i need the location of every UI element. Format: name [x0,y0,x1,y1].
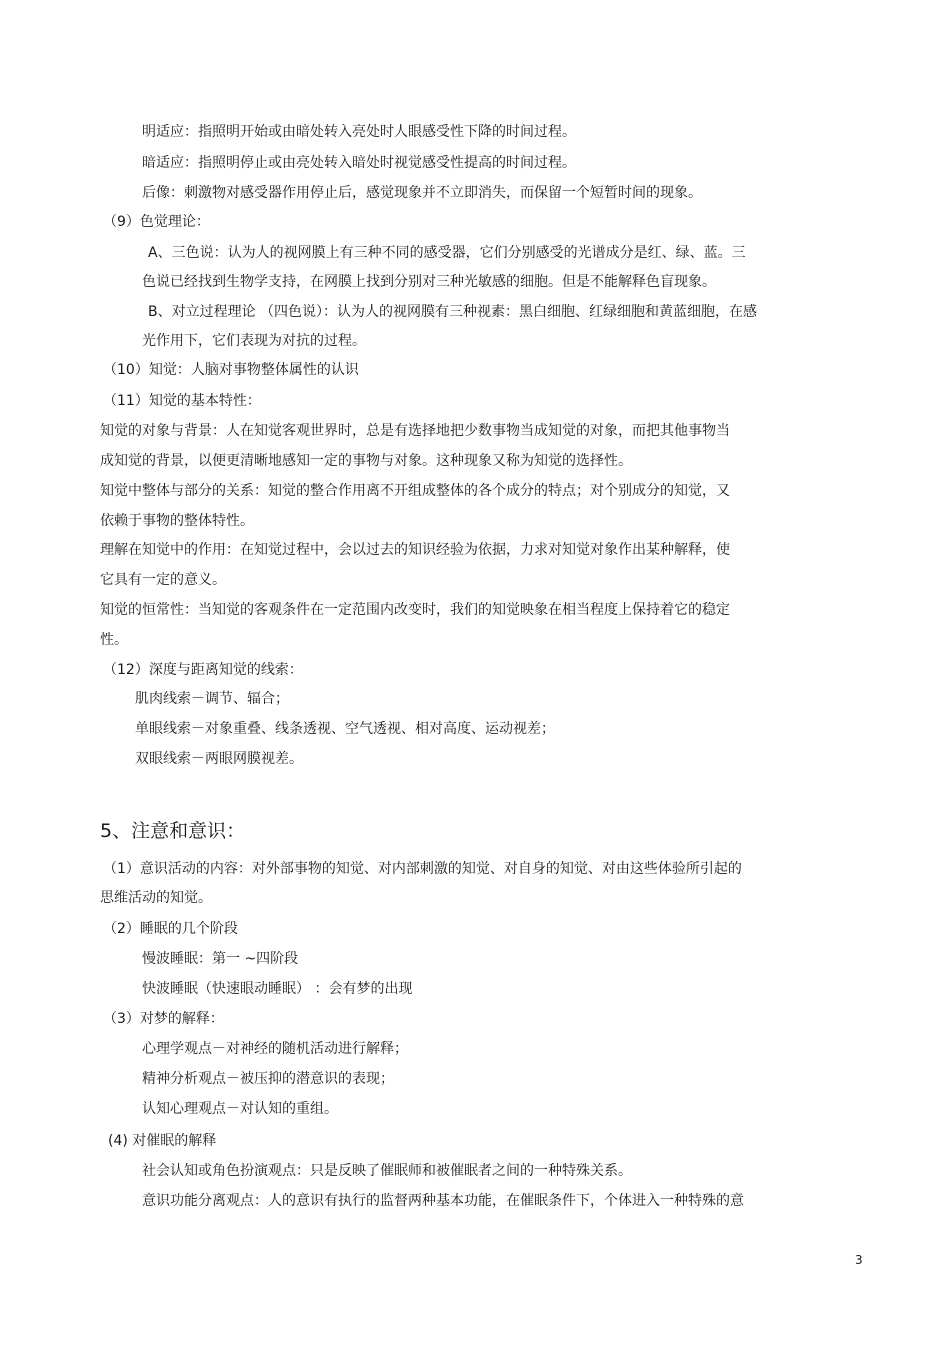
text-line: 光作用下，它们表现为对抗的过程。 [142,333,366,349]
text-line: （2）睡眠的几个阶段 [103,921,238,937]
text-line: （11）知觉的基本特性： [103,393,261,409]
text-line: 思维活动的知觉。 [100,890,212,906]
text-line: 知觉的对象与背景：人在知觉客观世界时，总是有选择地把少数事物当成知觉的对象，而把其他事物当 [100,423,730,439]
text-line: (4) 对催眠的解释 [108,1133,217,1149]
text-line: （10）知觉：人脑对事物整体属性的认识 [103,362,359,378]
text-line: 社会认知或角色扮演观点：只是反映了催眠师和被催眠者之间的一种特殊关系。 [142,1163,632,1179]
text-line: 认知心理观点－对认知的重组。 [142,1101,338,1117]
text-line: 肌肉线索－调节、辐合； [135,691,289,707]
text-line: 意识功能分离观点：人的意识有执行的监督两种基本功能，在催眠条件下，个体进入一种特殊的意 [142,1193,744,1209]
text-line: （9）色觉理论： [103,214,210,230]
section-heading: 5、注意和意识： [100,820,246,842]
text-line: 知觉中整体与部分的关系：知觉的整合作用离不开组成整体的各个成分的特点；对个别成分的知觉，又 [100,483,730,499]
text-line: 性。 [100,632,128,648]
text-line: 知觉的恒常性：当知觉的客观条件在一定范围内改变时，我们的知觉映象在相当程度上保持着它的稳定 [100,602,730,618]
text-line: 后像：刺激物对感受器作用停止后，感觉现象并不立即消失，而保留一个短暂时间的现象。 [142,185,702,201]
text-line: （3）对梦的解释： [103,1011,224,1027]
text-line: 明适应：指照明开始或由暗处转入亮处时人眼感受性下降的时间过程。 [142,124,576,140]
text-line: 色说已经找到生物学支持，在网膜上找到分别对三种光敏感的细胞。但是不能解释色盲现象。 [142,274,716,290]
text-line: 暗适应：指照明停止或由亮处转入暗处时视觉感受性提高的时间过程。 [142,155,576,171]
text-line: 它具有一定的意义。 [100,572,226,588]
text-line: （12）深度与距离知觉的线索： [103,662,303,678]
text-line: 依赖于事物的整体特性。 [100,513,254,529]
page-number: 3 [855,1253,863,1267]
text-line: A、三色说：认为人的视网膜上有三种不同的感受器，它们分别感受的光谱成分是红、绿、蓝。三 [148,245,746,261]
text-line: （1）意识活动的内容：对外部事物的知觉、对内部刺激的知觉、对自身的知觉、对由这些体验所引起的 [103,861,742,877]
text-line: 理解在知觉中的作用：在知觉过程中，会以过去的知识经验为依据，力求对知觉对象作出某种解释，使 [100,542,730,558]
text-line: 双眼线索－两眼网膜视差。 [135,751,303,767]
text-line: 快波睡眠（快速眼动睡眠） ：会有梦的出现 [142,981,413,997]
text-line: B、对立过程理论 （四色说）：认为人的视网膜有三种视素：黑白细胞、红绿细胞和黄蓝细胞，在感 [148,304,758,320]
text-line: 成知觉的背景，以便更清晰地感知一定的事物与对象。这种现象又称为知觉的选择性。 [100,453,632,469]
text-line: 单眼线索－对象重叠、线条透视、空气透视、相对高度、运动视差； [135,721,555,737]
text-line: 心理学观点－对神经的随机活动进行解释； [142,1041,408,1057]
text-line: 慢波睡眠：第一 ~四阶段 [142,951,299,967]
text-line: 精神分析观点－被压抑的潜意识的表现； [142,1071,394,1087]
